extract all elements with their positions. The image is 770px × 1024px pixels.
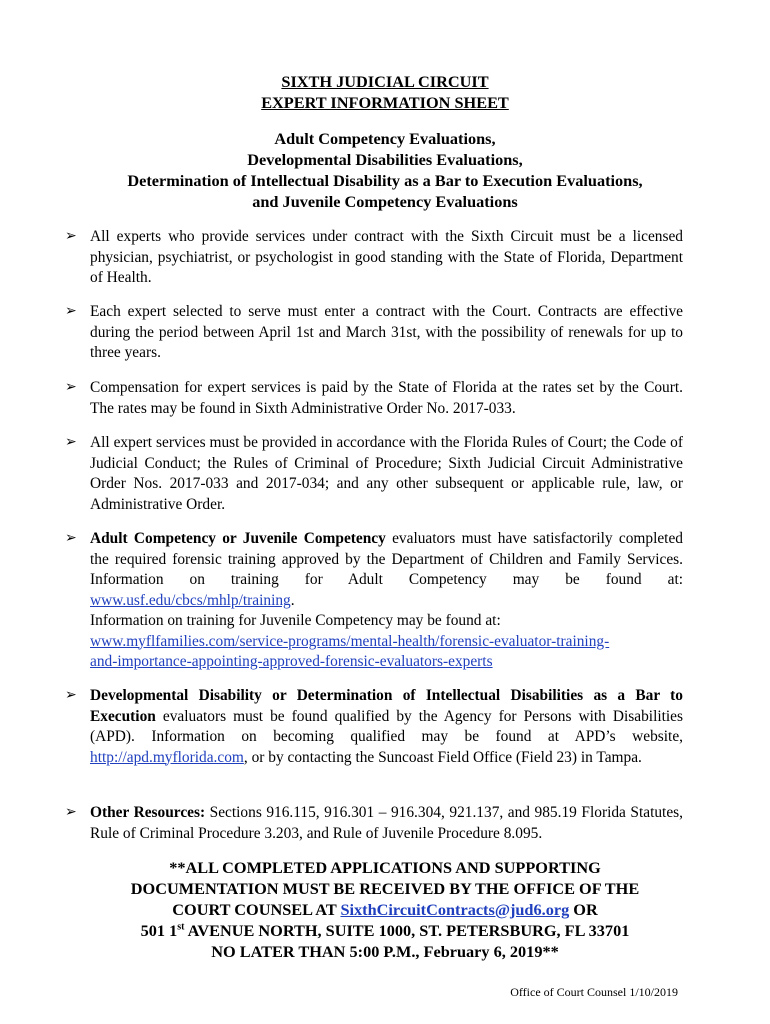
document-title [60, 71, 710, 113]
list-item-other-resources [65, 803, 683, 844]
notice-line-3 [60, 899, 710, 920]
notice-line-1: **ALL COMPLETED APPLICATIONS AND SUPPORTING [169, 858, 601, 877]
arrow-bullet-icon: ➢ [65, 304, 77, 319]
arrow-bullet-icon: ➢ [65, 688, 77, 703]
list-item [65, 433, 683, 515]
list-item-developmental-disability [65, 686, 683, 768]
subtitle-line-3: Determination of Intellectual Disability as a Bar to Execution Evaluations, [127, 171, 643, 190]
subtitle-line-4: and Juvenile Competency Evaluations [252, 192, 518, 211]
item-text: evaluators must be found qualified by the Agency for Persons with Disabilities (APD). Information on becoming qualified may be found at APD’s website, [90, 707, 683, 745]
list-item [65, 302, 683, 364]
list-item-text [90, 803, 683, 844]
list-item [65, 227, 683, 289]
notice-line-5: NO LATER THAN 5:00 P.M., February 6, 2019** [211, 942, 559, 961]
subtitle-line-1: Adult Competency Evaluations, [274, 129, 496, 148]
document-subtitle [60, 128, 710, 212]
email-link[interactable]: SixthCircuitContracts@jud6.org [340, 900, 570, 919]
arrow-bullet-icon: ➢ [65, 805, 77, 820]
item-text: evaluators must have satisfactorily completed the required forensic training approved by the Department of Children and Family Services. Information on training for Adult Competency may be found at: [90, 530, 683, 588]
notice-text: 501 1 [140, 921, 178, 940]
list-item-text: Each expert selected to serve must enter a contract with the Court. Contracts are effective during the period between April 1st and March 31st, with the possibility of renewals for up to three years. [90, 303, 683, 361]
myflfamilies-link-line-2[interactable]: and-importance-appointing-approved-forensic-evaluators-experts [90, 653, 493, 670]
submission-notice [60, 857, 710, 962]
arrow-bullet-icon: ➢ [65, 229, 77, 244]
myflfamilies-link-line-1[interactable]: www.myflfamilies.com/service-programs/mental-health/forensic-evaluator-training- [90, 632, 610, 650]
item-text: , or by contacting the Suncoast Field Office (Field 23) in Tampa. [243, 748, 642, 766]
arrow-bullet-icon: ➢ [65, 435, 77, 450]
list-item-text: All expert services must be provided in accordance with the Florida Rules of Court; the Code of Judicial Conduct; the Rules of Criminal of Procedure; Sixth Judicial Circuit Administrative Order Nos. 2017-033 and 2017-034; and any other subsequent or applicable rule, law, or Administrative Order. [90, 434, 683, 513]
list-item-text: All experts who provide services under contract with the Sixth Circuit must be a licensed physician, psychiatrist, or psychologist in good standing with the State of Florida, Department of Health. [90, 228, 683, 286]
apd-website-link[interactable]: http://apd.myflorida.com [90, 748, 244, 766]
notice-line-4 [60, 920, 710, 941]
period: . [290, 591, 295, 609]
notice-text: AVENUE NORTH, SUITE 1000, ST. PETERSBURG, FL 33701 [184, 921, 630, 940]
bold-lead: Other Resources: [90, 804, 206, 821]
title-line-2: EXPERT INFORMATION SHEET [261, 93, 509, 112]
subtitle-line-2: Developmental Disabilities Evaluations, [247, 150, 523, 169]
footer-signature: Office of Court Counsel 1/10/2019 [510, 985, 678, 999]
list-item-competency-training [65, 529, 683, 673]
ordinal-suffix: st [177, 921, 185, 933]
list-item [65, 378, 683, 419]
list-item-text [90, 686, 683, 768]
title-line-1: SIXTH JUDICIAL CIRCUIT [281, 72, 489, 91]
notice-text: OR [569, 900, 598, 919]
item-text: Sections 916.115, 916.301 – 916.304, 921.137, and 985.19 Florida Statutes, Rule of Criminal Procedure 3.203, and Rule of Juvenile Procedure 8.095. [90, 804, 683, 842]
bold-lead: Developmental Disability or Determination of Intellectual Disabilities as a Bar to Execution [90, 687, 683, 725]
list-item-text [90, 529, 683, 673]
arrow-bullet-icon: ➢ [65, 531, 77, 546]
bold-lead: Adult Competency or Juvenile Competency [90, 530, 386, 547]
usf-training-link[interactable]: www.usf.edu/cbcs/mhlp/training [90, 591, 291, 609]
notice-text: COURT COUNSEL AT [172, 900, 341, 919]
notice-line-2: DOCUMENTATION MUST BE RECEIVED BY THE OFFICE OF THE [130, 879, 640, 898]
juvenile-info-line: Information on training for Juvenile Competency may be found at: [90, 612, 501, 629]
arrow-bullet-icon: ➢ [65, 380, 77, 395]
list-item-text: Compensation for expert services is paid by the State of Florida at the rates set by the Court. The rates may be found in Sixth Administrative Order No. 2017-033. [90, 379, 683, 417]
